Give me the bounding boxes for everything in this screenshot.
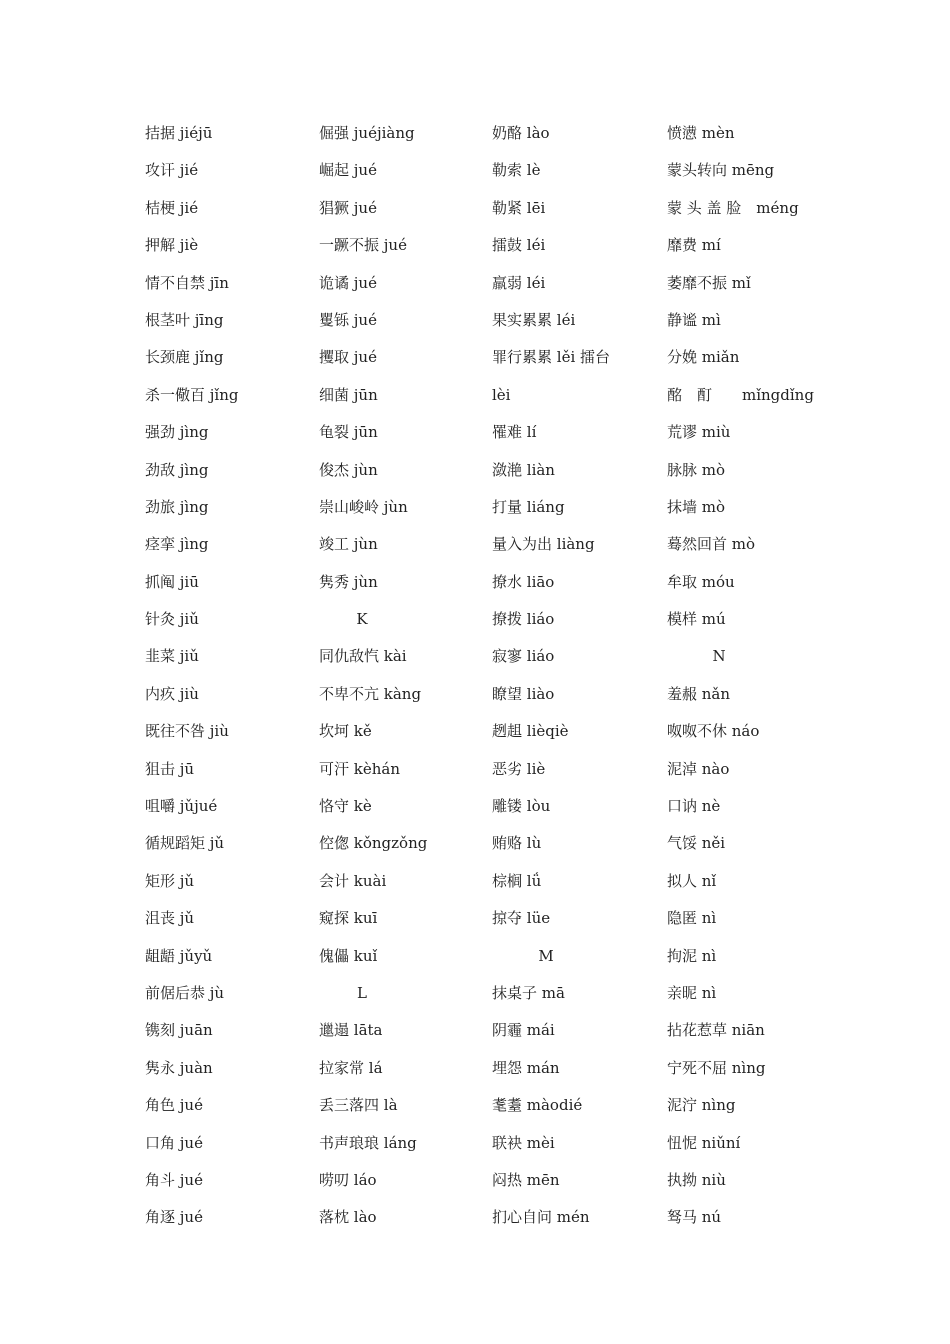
vocab-entry: 脉脉 mò (667, 460, 726, 479)
vocab-entry: 抓阄 jiū (145, 572, 199, 591)
vocab-entry: 酩 酊 mǐngdǐng (667, 385, 814, 404)
vocab-entry: 龃龉 jǔyǔ (145, 946, 213, 965)
vocab-entry: 埋怨 mán (492, 1058, 560, 1077)
vocab-entry: 同仇敌忾 kài (319, 647, 407, 666)
vocab-entry: 靡费 mí (667, 236, 721, 255)
vocab-entry: 愤懑 mèn (667, 124, 735, 142)
vocab-entry: 荒谬 miù (667, 423, 731, 442)
vocab-entry: 桔梗 jié (145, 198, 199, 217)
vocab-entry: 恪守 kè (319, 797, 372, 816)
vocab-entry: 忸怩 niǔní (667, 1133, 741, 1152)
vocab-entry: 崇山峻岭 jùn (319, 497, 408, 516)
vocab-entry: 泥泞 nìng (667, 1096, 736, 1115)
vocab-entry: 闷热 mēn (492, 1170, 560, 1189)
vocab-column-4 (667, 115, 814, 1237)
vocab-entry: 模样 mú (667, 610, 726, 629)
vocab-entry: 镌刻 juān (145, 1021, 213, 1040)
vocab-entry: 劲旅 jìng (145, 497, 209, 516)
vocab-entry: 诡谲 jué (319, 273, 377, 292)
vocab-column-1 (145, 115, 238, 1237)
vocab-entry: 潋滟 liàn (492, 460, 555, 479)
vocab-entry: 内疚 jiù (145, 684, 199, 703)
vocab-entry: 龟裂 jūn (319, 423, 378, 442)
vocab-entry: 趔趄 lièqiè (492, 722, 569, 741)
vocab-entry: 恶劣 liè (492, 759, 546, 778)
vocab-entry: 雕镂 lòu (492, 797, 551, 816)
vocab-entry: 痉挛 jìng (145, 535, 209, 554)
vocab-entry: 拮据 jiéjū (145, 124, 213, 142)
vocab-entry: 奶酪 lào (492, 124, 550, 142)
vocab-entry: 牟取 móu (667, 572, 735, 591)
vocab-entry: 矩形 jǔ (145, 871, 195, 890)
vocab-entry: 耄耋 màodié (492, 1096, 583, 1115)
vocab-entry: 拘泥 nì (667, 946, 717, 965)
vocab-entry: 蒙头转向 mēng (667, 161, 775, 180)
vocab-entry: 猖獗 jué (319, 198, 377, 217)
vocab-entry: 驽马 nú (667, 1208, 722, 1227)
vocab-entry: 执拗 niù (667, 1170, 726, 1189)
vocab-entry: 长颈鹿 jǐng (145, 348, 224, 367)
vocab-entry: 倥偬 kǒngzǒng (319, 834, 428, 853)
vocab-entry: 抹桌子 mā (492, 983, 565, 1002)
vocab-entry: 前倨后恭 jù (145, 983, 225, 1002)
vocab-entry: 撩拨 liáo (492, 610, 555, 629)
vocab-entry: 打量 liáng (492, 497, 565, 516)
vocab-entry: 扪心自问 mén (492, 1208, 590, 1227)
vocab-entry: 果实累累 léi (492, 310, 576, 329)
vocab-entry: 棕榈 lǘ (492, 871, 542, 890)
vocab-entry: 角斗 jué (145, 1170, 203, 1189)
vocab-entry: 萎靡不振 mǐ (667, 273, 751, 292)
vocab-entry: 唠叨 láo (319, 1170, 377, 1189)
vocab-entry: 邋遢 lāta (319, 1021, 383, 1040)
vocab-entry: 窥探 kuī (319, 909, 378, 928)
vocab-entry: 贿赂 lù (492, 834, 542, 853)
vocab-column-2 (319, 115, 427, 1237)
vocab-entry: 杀一儆百 jǐng (145, 385, 239, 404)
vocab-entry: 呶呶不休 náo (667, 722, 760, 741)
vocab-entry: 阴霾 mái (492, 1021, 555, 1040)
vocab-entry: 落枕 lào (319, 1208, 377, 1227)
vocab-entry: 傀儡 kuǐ (319, 946, 378, 965)
vocab-entry: 分娩 miǎn (667, 348, 740, 367)
vocab-entry: 根茎叶 jīng (145, 310, 224, 329)
vocab-entry: 亲昵 nì (667, 983, 717, 1002)
vocab-entry: 羸弱 léi (492, 273, 546, 292)
vocab-entry: 拉家常 lá (319, 1058, 383, 1077)
vocab-entry: 角逐 jué (145, 1208, 203, 1227)
vocab-entry: 抹墙 mò (667, 497, 726, 516)
vocab-entry: 拈花惹草 niān (667, 1021, 765, 1040)
vocab-entry: 静谧 mì (667, 310, 721, 329)
vocab-entry: 强劲 jìng (145, 423, 209, 442)
section-letter-header: N (712, 647, 726, 666)
vocab-entry: 不卑不亢 kàng (319, 684, 422, 703)
section-letter-header: L (357, 983, 367, 1002)
vocab-entry: 会计 kuài (319, 871, 387, 890)
vocab-entry: 口角 jué (145, 1133, 203, 1152)
vocab-entry: 口讷 nè (667, 797, 721, 816)
vocab-entry: 擂鼓 léi (492, 236, 546, 255)
vocab-entry: 隐匿 nì (667, 909, 717, 928)
vocab-entry: 沮丧 jǔ (145, 909, 195, 928)
vocab-entry: 情不自禁 jīn (145, 273, 229, 292)
section-letter-header: K (356, 610, 368, 629)
vocab-entry: 丢三落四 là (319, 1096, 398, 1115)
vocab-entry: 循规蹈矩 jǔ (145, 834, 225, 853)
vocab-entry: 狙击 jū (145, 759, 195, 778)
vocab-entry: 寂寥 liáo (492, 647, 555, 666)
vocab-entry: 劲敌 jìng (145, 460, 209, 479)
vocab-entry: 倔强 juéjiàng (319, 124, 415, 142)
vocab-entry: 瞭望 liào (492, 684, 555, 703)
vocab-entry: 勒索 lè (492, 161, 541, 180)
vocab-entry: lèi (492, 385, 511, 404)
vocab-entry: 既往不咎 jiù (145, 722, 229, 741)
vocab-entry: 宁死不屈 nìng (667, 1058, 766, 1077)
vocab-column-3 (492, 115, 610, 1237)
vocab-entry: 隽秀 jùn (319, 572, 378, 591)
vocab-entry: 隽永 juàn (145, 1058, 213, 1077)
vocab-entry: 可汗 kèhán (319, 759, 400, 778)
vocab-entry: 泥淖 nào (667, 759, 730, 778)
section-letter-header: M (538, 946, 554, 965)
vocab-entry: 掠夺 lüe (492, 909, 551, 928)
vocab-entry: 蓦然回首 mò (667, 535, 756, 554)
vocab-entry: 押解 jiè (145, 236, 199, 255)
vocab-entry: 崛起 jué (319, 161, 377, 180)
vocab-entry: 一蹶不振 jué (319, 236, 407, 255)
vocab-entry: 攫取 jué (319, 348, 377, 367)
vocab-entry: 韭菜 jiǔ (145, 647, 199, 666)
vocab-entry: 罪行累累 lěi 擂台 (492, 348, 611, 367)
vocab-entry: 蒙 头 盖 脸 méng (667, 198, 799, 217)
vocab-entry: 勒紧 lēi (492, 198, 546, 217)
vocab-entry: 撩水 liāo (492, 572, 555, 591)
vocab-entry: 咀嚼 jǔjué (145, 797, 218, 816)
vocab-entry: 细菌 jūn (319, 385, 378, 404)
vocab-entry: 拟人 nǐ (667, 871, 717, 890)
vocab-entry: 竣工 jùn (319, 535, 378, 554)
vocab-entry: 角色 jué (145, 1096, 203, 1115)
vocab-entry: 攻讦 jié (145, 161, 199, 180)
vocab-entry: 罹难 lí (492, 423, 537, 442)
vocab-entry: 矍铄 jué (319, 310, 377, 329)
vocab-entry: 量入为出 liàng (492, 535, 595, 554)
vocab-entry: 书声琅琅 láng (319, 1133, 417, 1152)
vocab-entry: 羞赧 nǎn (667, 684, 731, 703)
vocab-entry: 俊杰 jùn (319, 460, 378, 479)
vocab-entry: 联袂 mèi (492, 1133, 555, 1152)
vocab-entry: 坎坷 kě (319, 722, 372, 741)
vocab-entry: 针灸 jiǔ (145, 610, 199, 629)
vocab-entry: 气馁 něi (667, 834, 726, 853)
